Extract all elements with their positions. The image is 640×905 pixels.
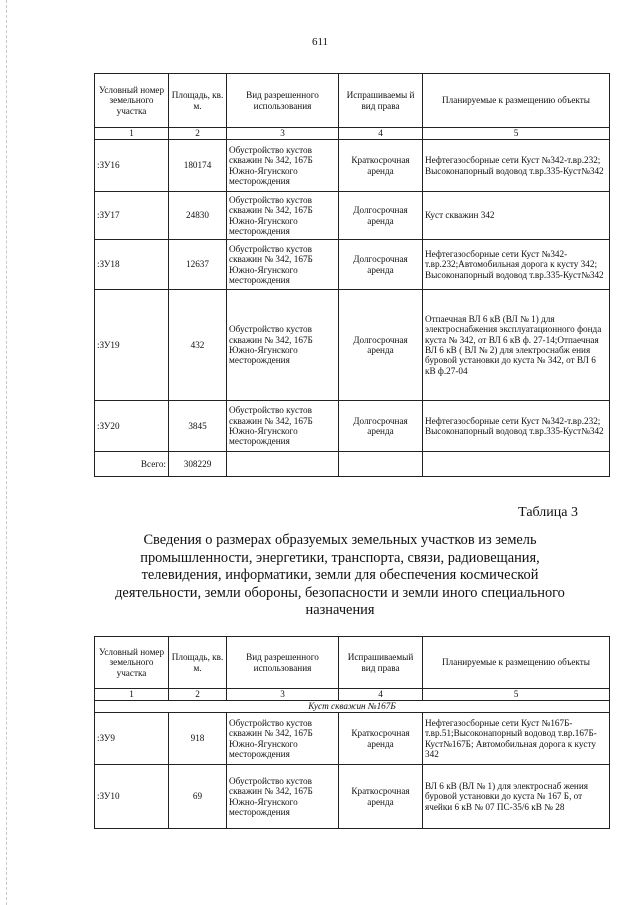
plot-area: 12637 — [169, 240, 227, 290]
plot-area: 180174 — [169, 140, 227, 192]
table-row — [95, 401, 610, 452]
column-index: 4 — [339, 128, 423, 140]
col-header-permitted-use: Вид разрешенного использования — [227, 637, 339, 689]
planned-objects: Нефтегазосборные сети Куст №342-т.вр.232;Автомобильная дорога к кусту 342; Высоконапорный водовод т.вр.335-Куст№342 — [423, 240, 610, 290]
table-heading: Сведения о размерах образуемых земельных участков из земель промышленности, энергетики, транспорта, связи, радиовещания, телевидения, информатики, земли для обеспечения космической деятельности, земли обороны, безопасности и земли иного специального назначения — [115, 532, 565, 619]
table-row — [95, 765, 610, 829]
col-header-plot-number: Условный номер земельного участка — [95, 74, 169, 128]
plot-number: :ЗУ18 — [95, 240, 169, 290]
planned-objects: Отпаечная ВЛ 6 кВ (ВЛ № 1) для электроснабжения эксплуатационного фонда куста № 342, от ВЛ 6 кВ ф. 27-14;Отпаечная ВЛ 6 кВ ( ВЛ № 2) для электроснабж ения буровой установки до куста № 342, от ВЛ 6 кВ ф.27-04 — [423, 290, 610, 401]
total-row — [95, 452, 610, 477]
plot-area: 69 — [169, 765, 227, 829]
plot-number: :ЗУ17 — [95, 192, 169, 240]
scan-edge — [6, 0, 8, 905]
table-row — [95, 192, 610, 240]
plot-number: :ЗУ9 — [95, 713, 169, 765]
page-number: 611 — [311, 36, 329, 48]
plot-area: 24830 — [169, 192, 227, 240]
permitted-use: Обустройство кустов скважин № 342, 167Б Южно-Ягунского месторождения — [227, 765, 339, 829]
permitted-use: Обустройство кустов скважин № 342, 167Б Южно-Ягунского месторождения — [227, 192, 339, 240]
table-caption-number: Таблица 3 — [518, 505, 578, 520]
table-row — [95, 140, 610, 192]
empty-cell — [423, 452, 610, 477]
total-label: Всего: — [95, 452, 169, 477]
column-index: 3 — [227, 689, 339, 701]
column-index: 1 — [95, 128, 169, 140]
column-index: 5 — [423, 128, 610, 140]
land-plots-table-continued — [94, 73, 610, 477]
column-index: 3 — [227, 128, 339, 140]
table-header-row — [95, 637, 610, 689]
col-header-planned-objects: Планируемые к размещению объекты — [423, 74, 610, 128]
col-header-plot-number: Условный номер земельного участка — [95, 637, 169, 689]
permitted-use: Обустройство кустов скважин № 342, 167Б Южно-Ягунского месторождения — [227, 401, 339, 452]
col-header-permitted-use: Вид разрешенного использования — [227, 74, 339, 128]
column-index: 1 — [95, 689, 169, 701]
permitted-use: Обустройство кустов скважин № 342, 167Б Южно-Ягунского месторождения — [227, 290, 339, 401]
planned-objects: Нефтегазосборные сети Куст №167Б-т.вр.51;Высоконапорный водовод т.вр.167Б-Куст№167Б; Автомобильная дорога к кусту 342 — [423, 713, 610, 765]
total-area: 308229 — [169, 452, 227, 477]
section-row — [95, 701, 610, 713]
col-header-right-type: Испрашиваемый вид права — [339, 637, 423, 689]
column-index: 4 — [339, 689, 423, 701]
col-header-planned-objects: Планируемые к размещению объекты — [423, 637, 610, 689]
plot-number: :ЗУ20 — [95, 401, 169, 452]
table-row — [95, 713, 610, 765]
section-title: Куст скважин №167Б — [95, 701, 610, 713]
land-plots-table-3 — [94, 636, 610, 829]
right-type: Долгосрочная аренда — [339, 240, 423, 290]
column-index-row — [95, 689, 610, 701]
planned-objects: ВЛ 6 кВ (ВЛ № 1) для электроснаб жения буровой установки до куста № 167 Б, от ячейки 6 кВ № 07 ПС-35/6 кВ № 28 — [423, 765, 610, 829]
column-index: 5 — [423, 689, 610, 701]
column-index: 2 — [169, 689, 227, 701]
planned-objects: Нефтегазосборные сети Куст №342-т.вр.232; Высоконапорный водовод т.вр.335-Куст№342 — [423, 401, 610, 452]
planned-objects: Куст скважин 342 — [423, 192, 610, 240]
col-header-area: Площадь, кв. м. — [169, 637, 227, 689]
plot-number: :ЗУ10 — [95, 765, 169, 829]
plot-number: :ЗУ19 — [95, 290, 169, 401]
plot-area: 918 — [169, 713, 227, 765]
col-header-right-type: Испрашиваемы й вид права — [339, 74, 423, 128]
table-header-row — [95, 74, 610, 128]
table-row — [95, 290, 610, 401]
empty-cell — [227, 452, 339, 477]
right-type: Краткосрочная аренда — [339, 713, 423, 765]
column-index: 2 — [169, 128, 227, 140]
plot-area: 3845 — [169, 401, 227, 452]
permitted-use: Обустройство кустов скважин № 342, 167Б Южно-Ягунского месторождения — [227, 140, 339, 192]
right-type: Краткосрочная аренда — [339, 765, 423, 829]
planned-objects: Нефтегазосборные сети Куст №342-т.вр.232; Высоконапорный водовод т.вр.335-Куст№342 — [423, 140, 610, 192]
permitted-use: Обустройство кустов скважин № 342, 167Б Южно-Ягунского месторождения — [227, 240, 339, 290]
right-type: Долгосрочная аренда — [339, 290, 423, 401]
plot-number: :ЗУ16 — [95, 140, 169, 192]
right-type: Краткосрочная аренда — [339, 140, 423, 192]
empty-cell — [339, 452, 423, 477]
permitted-use: Обустройство кустов скважин № 342, 167Б Южно-Ягунского месторождения — [227, 713, 339, 765]
col-header-area: Площадь, кв. м. — [169, 74, 227, 128]
table-row — [95, 240, 610, 290]
right-type: Долгосрочная аренда — [339, 401, 423, 452]
plot-area: 432 — [169, 290, 227, 401]
column-index-row — [95, 128, 610, 140]
right-type: Долгосрочная аренда — [339, 192, 423, 240]
